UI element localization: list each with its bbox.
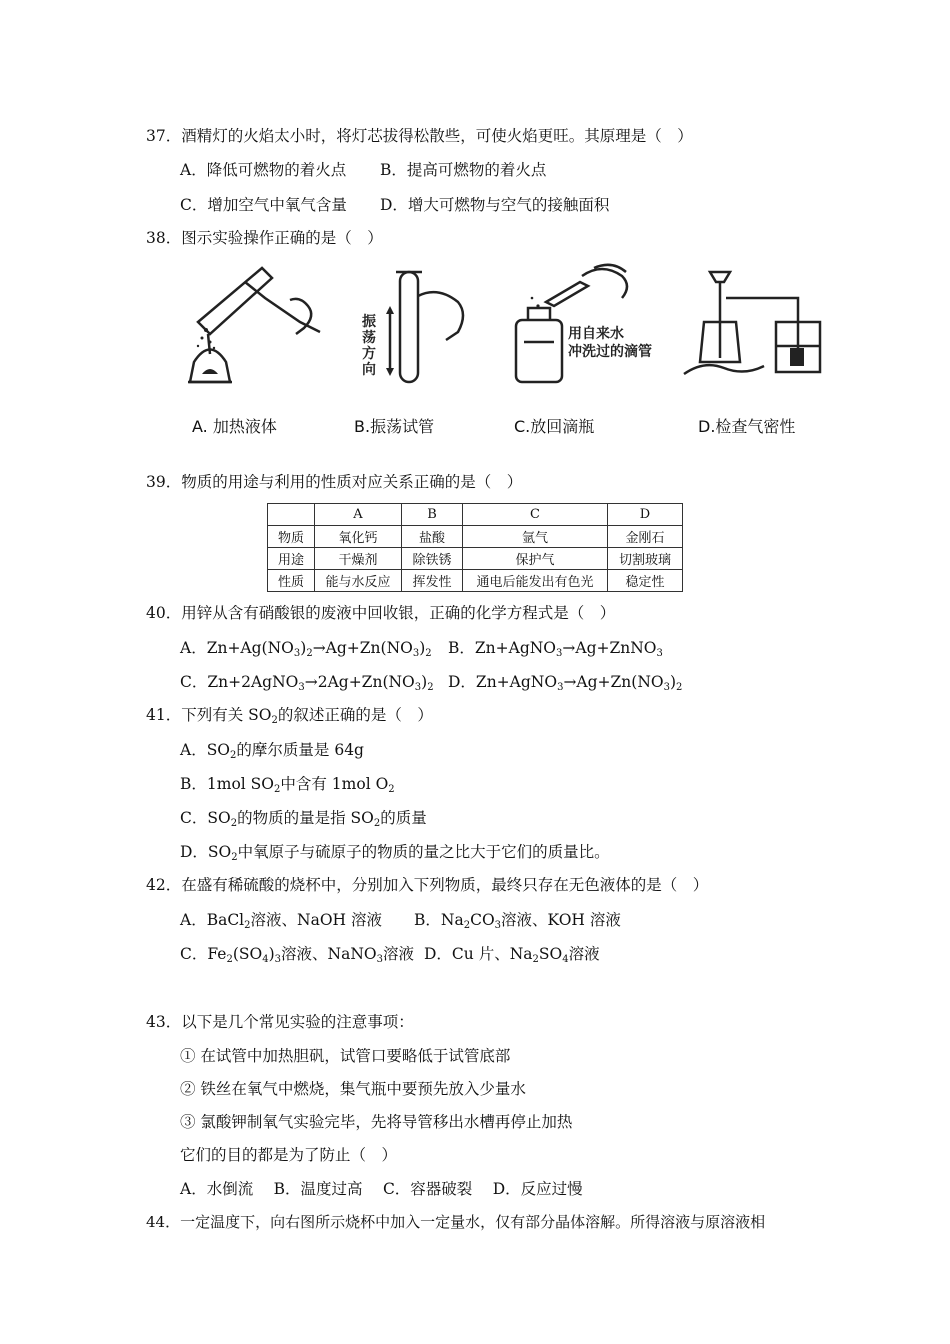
table-cell: 除铁锈 — [402, 548, 463, 570]
question-42-stem: 42．在盛有稀硫酸的烧杯中，分别加入下列物质，最终只存在无色液体的是（ ） — [146, 876, 709, 894]
question-43-item-1: ① 在试管中加热胆矾，试管口要略低于试管底部 — [180, 1047, 511, 1065]
airtightness-check-illustration — [680, 262, 830, 402]
table-row — [268, 548, 683, 570]
dropper-caption-line-1: 用自来水 — [568, 326, 624, 342]
question-41-option-d: D．$SO_2$中氧原子与硫原子的物质的量之比大于它们的质量比。 — [180, 843, 610, 863]
table-cell: 保护气 — [463, 548, 608, 570]
question-40-option-d: D．$Zn+AgNO_3\to Ag+Zn(NO_3)_2$ — [448, 673, 683, 693]
question-42-option-c: C．$Fe_2(SO_4)_3$溶液、NaNO$_3$溶液 — [180, 945, 414, 965]
shake-direction-char-4: 向 — [362, 362, 376, 378]
table-cell: 性质 — [268, 570, 315, 592]
shake-direction-char-2: 荡 — [362, 330, 376, 346]
question-42-option-a: A．BaCl$_2$溶液、NaOH 溶液 — [180, 911, 382, 931]
shaking-test-tube-illustration — [360, 262, 470, 402]
question-41-option-a: A．$SO_2$的摩尔质量是 64g — [180, 741, 364, 761]
table-row — [268, 526, 683, 548]
shake-direction-char-3: 方 — [362, 346, 376, 362]
question-40-option-a: A．$Zn+Ag(NO_3)_2\to Ag+Zn(NO_3)_2$ — [180, 639, 432, 659]
table-header-cell: C — [463, 504, 608, 526]
table-cell: 盐酸 — [402, 526, 463, 548]
table-cell: 挥发性 — [402, 570, 463, 592]
question-41-option-c: C．$SO_2$的物质的量是指 $SO_2$的质量 — [180, 809, 427, 829]
question-41-stem: 41．下列有关 $SO_2$的叙述正确的是（ ） — [146, 706, 433, 726]
question-40-stem: 40．用锌从含有硝酸银的废液中回收银，正确的化学方程式是（ ） — [146, 604, 616, 622]
table-cell: 稳定性 — [608, 570, 683, 592]
question-43-ask: 它们的目的都是为了防止（ ） — [180, 1146, 398, 1164]
table-cell: 能与水反应 — [315, 570, 402, 592]
table-row — [268, 570, 683, 592]
table-cell: 干燥剂 — [315, 548, 402, 570]
question-43-options: A．水倒流 B．温度过高 C．容器破裂 D．反应过慢 — [180, 1180, 583, 1198]
figure-label-a: A. 加热液体 — [192, 417, 277, 436]
question-37-option-b: B．提高可燃物的着火点 — [380, 161, 547, 179]
question-43-stem: 43．以下是几个常见实验的注意事项： — [146, 1013, 414, 1031]
table-header-cell: D — [608, 504, 683, 526]
question-40-option-c: C．$Zn+2AgNO_3\to 2Ag+Zn(NO_3)_2$ — [180, 673, 434, 693]
table-cell: 氧化钙 — [315, 526, 402, 548]
table-header-cell — [268, 504, 315, 526]
table-header-cell: A — [315, 504, 402, 526]
question-42-option-d: D．Cu 片、$Na_2SO_4$溶液 — [424, 945, 600, 965]
question-38-stem: 38．图示实验操作正确的是（ ） — [146, 229, 383, 247]
figure-label-b: B.振荡试管 — [354, 417, 435, 436]
table-cell: 物质 — [268, 526, 315, 548]
dropper-caption-line-2: 冲洗过的滴管 — [568, 344, 652, 360]
table-cell: 通电后能发出有色光 — [463, 570, 608, 592]
question-39-stem: 39．物质的用途与利用的性质对应关系正确的是（ ） — [146, 473, 523, 491]
table-header-cell: B — [402, 504, 463, 526]
question-37-option-d: D．增大可燃物与空气的接触面积 — [380, 196, 610, 214]
heating-liquid-illustration — [180, 262, 330, 402]
question-41-option-b: B．1mol $SO_2$中含有 1mol $O_2$ — [180, 775, 395, 795]
question-37-option-a: A．降低可燃物的着火点 — [180, 161, 347, 179]
figure-label-c: C.放回滴瓶 — [514, 417, 595, 436]
figure-label-d: D.检查气密性 — [698, 417, 796, 436]
question-37-option-c: C．增加空气中氧气含量 — [180, 196, 347, 214]
question-44-stem: 44．一定温度下，向右图所示烧杯中加入一定量水，仅有部分晶体溶解。所得溶液与原溶液相 — [146, 1213, 766, 1231]
question-39-table — [267, 503, 683, 592]
table-cell: 用途 — [268, 548, 315, 570]
table-cell: 氩气 — [463, 526, 608, 548]
table-header-row — [268, 504, 683, 526]
shake-direction-char-1: 振 — [362, 314, 376, 330]
dropper-bottle-illustration — [510, 262, 690, 402]
question-40-option-b: B．Zn+AgNO$_3$→Ag+ZnNO$_3$ — [448, 639, 663, 659]
table-cell: 切割玻璃 — [608, 548, 683, 570]
question-42-option-b: B．$Na_2CO_3$溶液、KOH 溶液 — [414, 911, 621, 931]
question-37-stem: 37．酒精灯的火焰太小时，将灯芯拔得松散些，可使火焰更旺。其原理是（ ） — [146, 127, 693, 145]
question-43-item-2: ② 铁丝在氧气中燃烧，集气瓶中要预先放入少量水 — [180, 1080, 526, 1098]
table-cell: 金刚石 — [608, 526, 683, 548]
question-43-item-3: ③ 氯酸钾制氧气实验完毕，先将导管移出水槽再停止加热 — [180, 1113, 573, 1131]
question-38-figures — [180, 262, 830, 442]
